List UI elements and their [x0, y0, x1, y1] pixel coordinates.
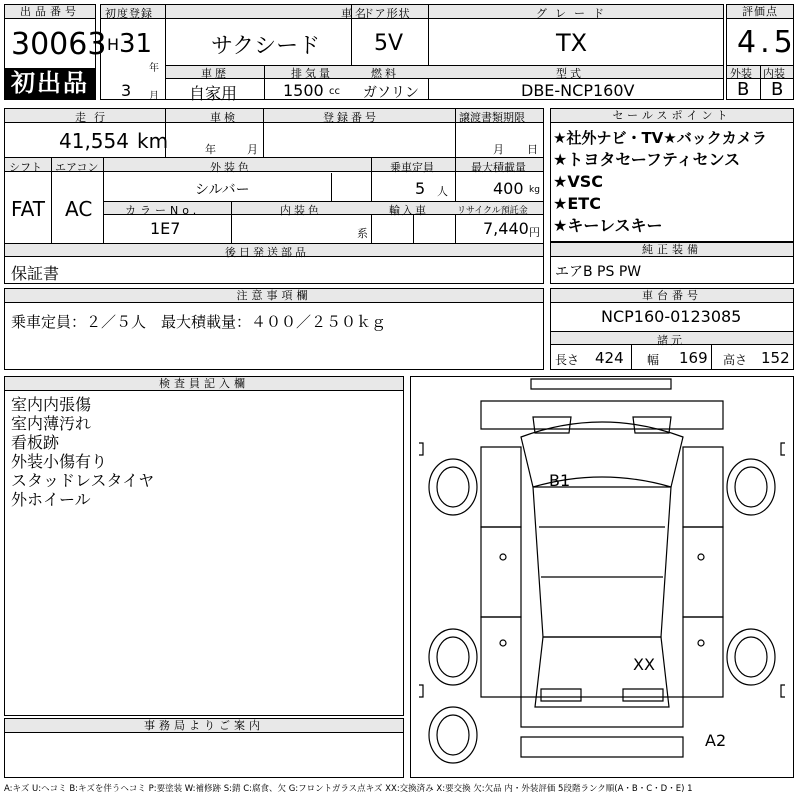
divider	[51, 157, 52, 243]
lot-label: 出品番号	[5, 5, 95, 19]
car-name: サクシード	[211, 34, 321, 59]
door-label-text: ドア形状	[363, 7, 411, 20]
color-no-label: カラーNo.	[125, 204, 201, 217]
ext-label: 外装	[730, 67, 752, 80]
spec-label: 諸元	[657, 334, 685, 347]
office-box	[4, 718, 404, 778]
width-label: 幅	[647, 353, 660, 367]
reg-month: 3	[121, 81, 132, 100]
caution-text: 乗車定員：２／５人 最大積載量：４００／２５０ｋｇ	[11, 313, 387, 331]
divider	[331, 173, 332, 201]
capacity-label: 乗車定員	[390, 161, 434, 174]
capacity-unit: 人	[437, 185, 448, 198]
vehicle-header	[100, 4, 724, 103]
equipment-value: エアB PS PW	[555, 264, 642, 280]
sales-point: ★キーレスキー	[553, 216, 663, 235]
sales-point: ★ETC	[553, 194, 601, 213]
month-unit: 月	[149, 91, 159, 102]
ext-grade: B	[737, 79, 750, 100]
interior-color-label: 内装色	[280, 204, 322, 217]
recycle: 7,440	[483, 219, 529, 238]
divider	[263, 109, 264, 157]
lot-number-box	[4, 4, 107, 100]
load-unit: kg	[529, 185, 540, 195]
divider	[760, 65, 761, 99]
sales-point: ★VSC	[553, 172, 603, 191]
fuel: ガソリン	[363, 85, 419, 101]
recycle-label: リサイクル預託金	[457, 206, 528, 216]
displacement: 1500	[283, 81, 324, 100]
later: 保証書	[11, 264, 60, 283]
damage-mark: XX	[633, 655, 655, 674]
chassis-number: NCP160-0123085	[601, 307, 742, 326]
sales-point: ★トヨタセーフティセンス	[553, 150, 741, 169]
transfer-label: 譲渡書類期限	[459, 111, 525, 124]
note: 室内内張傷	[11, 395, 92, 414]
interior-unit: 系	[357, 227, 368, 240]
shift-label: シフト	[9, 161, 42, 174]
height-label: 高さ	[723, 353, 748, 367]
row2-bg	[166, 66, 723, 79]
equipment-box	[550, 242, 794, 284]
history-label: 車歴	[201, 67, 229, 80]
color: シルバー	[195, 182, 250, 198]
divider	[711, 345, 712, 369]
model-label: 型式	[556, 67, 584, 80]
shift: FAT	[11, 197, 46, 221]
length-label: 長さ	[555, 353, 580, 367]
divider	[631, 345, 632, 369]
caution-label: 注意事項欄	[5, 289, 543, 303]
divider	[428, 5, 429, 99]
score: 4.5	[737, 25, 797, 60]
ac-label: エアコン	[55, 161, 99, 174]
later-label: 後日発送部品	[225, 246, 309, 259]
load: 400	[493, 179, 524, 198]
length: 424	[595, 349, 624, 367]
note: 看板跡	[11, 433, 60, 452]
grade-label: グレード	[536, 7, 612, 20]
note: 室内薄汚れ	[11, 414, 92, 433]
note: 外装小傷有り	[11, 452, 108, 471]
mileage-unit: km	[137, 129, 169, 153]
int-grade: B	[771, 79, 784, 100]
width: 169	[679, 349, 708, 367]
legend: A:キズ U:ヘコミ B:キズを伴うヘコミ P:要塗装 W:補修跡 S:錆 C:腐食、欠 G:フロントガラス点キズ XX:交換済み X:要交換 欠:欠品 内・外装評価 5段階ランク順(A・B・C・D・E) 1	[4, 784, 693, 794]
import-label: 輸入車	[389, 204, 428, 217]
inspector-notes	[11, 395, 154, 509]
divider	[264, 65, 265, 99]
grade: TX	[556, 29, 588, 57]
divider	[103, 157, 104, 243]
office-label: 事務局よりご案内	[5, 719, 403, 733]
header-row-bg	[101, 5, 723, 19]
divider	[371, 157, 372, 243]
color-no: 1E7	[150, 219, 181, 238]
reg-label: 初度登録	[105, 7, 153, 20]
int-label: 内装	[763, 67, 785, 80]
equipment-label: 純正装備	[551, 243, 793, 257]
height: 152	[761, 349, 790, 367]
car-diagram-svg	[411, 377, 793, 777]
divider	[351, 5, 352, 65]
reg-year: 31	[119, 29, 153, 59]
info-block	[4, 108, 544, 284]
mileage-label: 走行	[75, 111, 113, 124]
displacement-label: 排気量	[291, 67, 333, 80]
load-label: 最大積載量	[471, 161, 526, 174]
chassis-label: 車台番号	[551, 289, 793, 303]
door: 5V	[374, 31, 404, 56]
divider	[455, 157, 456, 243]
inspection-label: 車検	[210, 111, 238, 124]
transfer-day-unit: 日	[527, 143, 538, 156]
chassis-box	[550, 288, 794, 370]
capacity: 5	[415, 179, 426, 198]
note: スタッドレスタイヤ	[11, 471, 155, 490]
color-label: 外装色	[210, 161, 252, 174]
damage-diagram	[410, 376, 794, 778]
first-listing-badge: 初出品	[5, 68, 95, 99]
transfer-month-unit: 月	[493, 143, 504, 156]
history: 自家用	[189, 84, 238, 103]
inspection-month-unit: 月	[247, 143, 258, 156]
plate-label: 登録番号	[323, 111, 379, 124]
sales-points	[550, 108, 794, 242]
mileage: 41,554	[59, 129, 129, 153]
inspector-box	[4, 376, 404, 716]
displacement-unit: cc	[329, 86, 340, 97]
caution-box	[4, 288, 544, 370]
score-label: 評価点	[727, 5, 793, 19]
damage-mark: B1	[549, 471, 571, 490]
year-unit: 年	[149, 63, 159, 74]
recycle-unit: 円	[529, 226, 540, 239]
era: H	[107, 35, 120, 54]
inspector-label: 検査員記入欄	[5, 377, 403, 391]
model: DBE-NCP160V	[521, 81, 635, 100]
ac: AC	[65, 197, 93, 221]
score-box	[726, 4, 797, 100]
sales-label: セールスポイント	[551, 109, 793, 123]
car-name-label: 車名	[341, 7, 369, 20]
fuel-label: 燃料	[371, 67, 399, 80]
divider	[413, 215, 414, 243]
divider	[231, 201, 232, 243]
damage-mark: A2	[705, 731, 727, 750]
divider	[165, 5, 166, 99]
divider	[455, 109, 456, 157]
sales-point: ★社外ナビ・TV★バックカメラ	[553, 129, 767, 147]
inspection-year-unit: 年	[205, 143, 216, 156]
lot-number: 30063	[11, 27, 107, 62]
note: 外ホイール	[11, 490, 91, 509]
